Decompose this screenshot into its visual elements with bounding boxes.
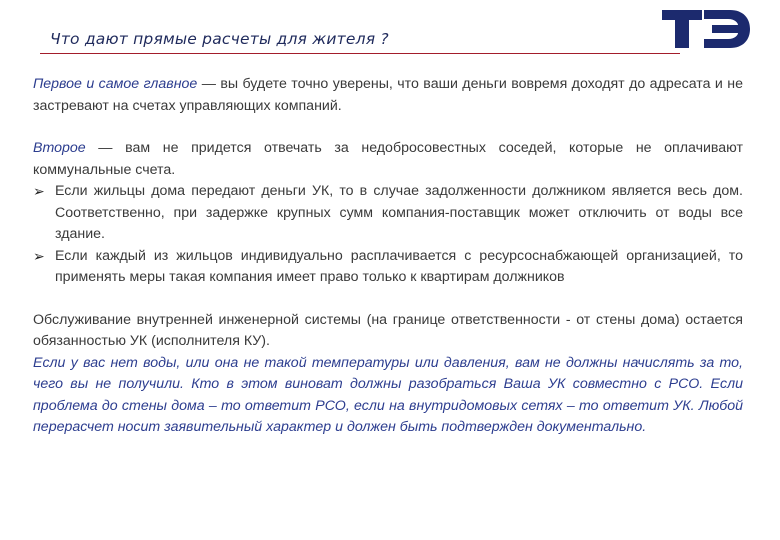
- slide-title: Что дают прямые расчеты для жителя ?: [50, 30, 389, 48]
- company-logo: [660, 8, 752, 50]
- bullet-list: [33, 181, 743, 289]
- bullet-item: [33, 246, 743, 289]
- slide-content: [33, 74, 743, 439]
- paragraph-main-benefit: [33, 74, 743, 117]
- lead-first: Первое и самое главное: [33, 76, 198, 92]
- bullet-text: Если жильцы дома передают деньги УК, то в случае задолженности должником является весь дом. Соответственно, при задержке крупных сумм компания-поставщик может отключить от воды все здание.: [55, 183, 743, 242]
- paragraph-1-text: — вы будете точно уверены, что ваши деньги вовремя доходят до адресата и не застревают на счетах управляющих компаний.: [33, 76, 743, 114]
- paragraph-2-text: — вам не придется отвечать за недобросовестных соседей, которые не оплачивают коммунальные счета.: [33, 140, 743, 178]
- section-second: [33, 138, 743, 289]
- arrow-bullet-icon: ➢: [33, 183, 45, 199]
- paragraph-maintenance: Обслуживание внутренней инженерной системы (на границе ответственности - от стены дома) остается обязанностью УК (исполнителя КУ).: [33, 311, 743, 349]
- paragraph-second-benefit: [33, 138, 743, 181]
- lead-second: Второе: [33, 140, 86, 156]
- arrow-bullet-icon: ➢: [33, 247, 45, 264]
- bullet-item: [33, 181, 743, 246]
- bullet-text: Если каждый из жильцов индивидуально расплачивается с ресурсоснабжающей организацией, то применять меры такая компания имеет право только к квартирам должников: [55, 247, 743, 285]
- paragraph-no-water: Если у вас нет воды, или она не такой температуры или давления, вам не должны начислять за то, чего вы не получили. Кто в этом виноват должны разобраться Ваша УК совместно с РСО. Если проблема до стены дома – то ответит РСО, если на внутридомовых сетях – то ответит УК. Любой перерасчет носит заявительный характер и должен быть подтвержден документально.: [33, 354, 743, 435]
- title-divider: [40, 53, 680, 54]
